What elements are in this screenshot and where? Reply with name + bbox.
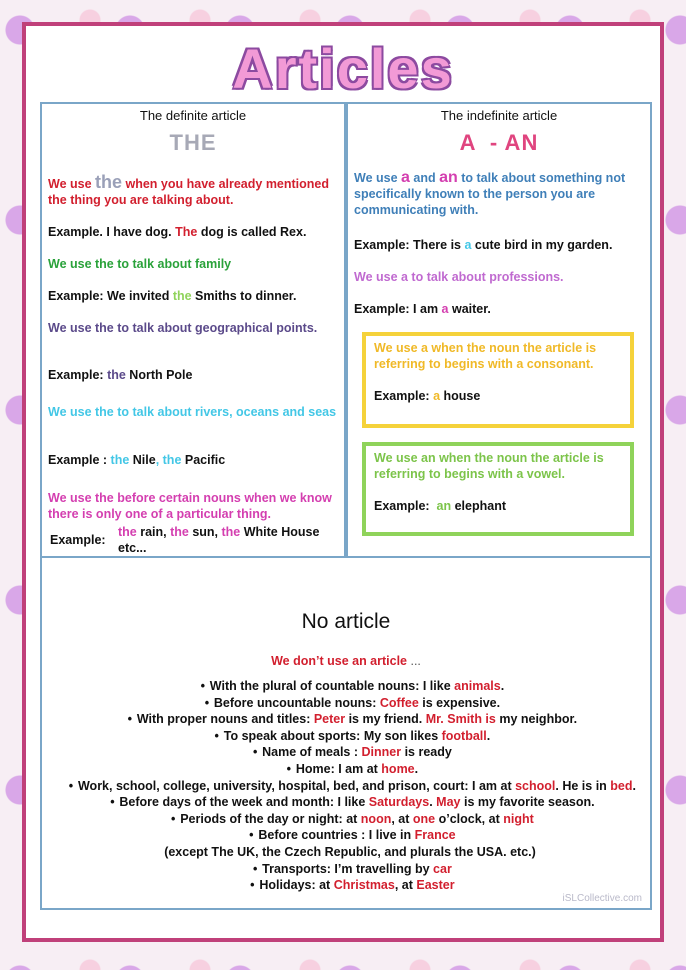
highlight: an <box>436 499 452 513</box>
text: Before countries : I live in <box>258 828 415 843</box>
text: Example: I am <box>354 302 442 316</box>
highlight: car <box>433 861 452 876</box>
indef-rule-unknown <box>354 170 648 218</box>
text: , at <box>391 811 413 826</box>
text: dog is called Rex. <box>197 225 307 239</box>
no-article-heading: No article <box>301 610 391 633</box>
text: Periods of the day or night: at <box>180 811 361 826</box>
a-an-heading: A - AN <box>459 130 539 155</box>
list-item <box>60 695 640 712</box>
highlight: the <box>110 453 130 467</box>
text: . <box>414 761 419 776</box>
indef-example-2 <box>354 301 648 317</box>
text: Example: <box>48 368 108 382</box>
indefinite-header: The indefinite article <box>440 108 558 123</box>
text: cute bird in my garden. <box>471 238 613 252</box>
def-rule-family: We use the to talk about family <box>48 257 232 271</box>
text: sun, <box>188 525 222 539</box>
text: ... <box>410 654 421 668</box>
text: With proper nouns and titles: <box>136 712 314 727</box>
highlight: home <box>381 761 415 776</box>
text: is my friend. <box>345 712 426 727</box>
definite-article-panel <box>40 102 346 558</box>
list-item <box>60 844 640 861</box>
highlight: Dinner <box>361 745 402 760</box>
highlight: football <box>441 728 487 743</box>
watermark: iSLCollective.com <box>562 893 642 904</box>
text: Holidays: at <box>259 878 334 893</box>
highlight: Christmas <box>333 878 395 893</box>
vowel-rule: We use an when the noun the article is referring to begins with a vowel. <box>374 451 604 481</box>
bullet-icon: • <box>110 795 115 810</box>
highlight: the <box>172 289 192 303</box>
highlight: a <box>433 389 441 403</box>
text: waiter. <box>448 302 491 316</box>
text: We don’t use an article <box>271 654 411 668</box>
def-rule-rivers: We use the to talk about rivers, oceans and seas <box>48 405 337 419</box>
highlight: Saturdays <box>368 795 430 810</box>
the-word: the <box>95 172 123 192</box>
text: is my favorite season. <box>460 795 595 810</box>
no-article-panel <box>40 556 652 910</box>
text: o’clock, at <box>435 811 504 826</box>
highlight: bed <box>610 778 633 793</box>
vowel-rule-box <box>362 442 634 536</box>
text: Example: We invited <box>48 289 173 303</box>
highlight: night <box>503 811 534 826</box>
text: White House etc... <box>118 525 320 555</box>
list-item <box>60 811 640 828</box>
indefinite-article-panel <box>346 102 652 558</box>
text: We use <box>354 171 402 185</box>
consonant-rule: We use a when the noun the article is referring to begins with a consonant. <box>374 341 597 371</box>
text: . <box>632 778 637 793</box>
def-rule-geo: We use the to talk about geographical points. <box>48 321 318 335</box>
list-item <box>60 678 640 695</box>
text: Home: I am at <box>295 761 382 776</box>
page-title: Articles <box>232 37 454 100</box>
vowel-example <box>374 498 626 514</box>
highlight: the <box>107 368 126 382</box>
highlight: noon <box>360 811 392 826</box>
highlight: the <box>162 453 182 467</box>
def-example-5 <box>118 524 338 556</box>
no-article-intro <box>42 654 650 668</box>
indef-rule-professions: We use a to talk about professions. <box>354 270 564 284</box>
def-example-2 <box>48 288 338 304</box>
text: my neighbor. <box>495 712 578 727</box>
text: house <box>440 389 481 403</box>
text: Name of meals : <box>262 745 362 760</box>
text: Transports: I’m travelling by <box>262 861 434 876</box>
bullet-icon: • <box>252 861 258 876</box>
bullet-icon: • <box>171 811 176 826</box>
text: to talk about something not specifically known to the person you are communicating with. <box>354 171 626 217</box>
highlight: Coffee <box>379 695 419 710</box>
highlight: school <box>515 778 556 793</box>
highlight: The <box>175 225 198 239</box>
text: We use <box>48 177 96 191</box>
bullet-icon: • <box>200 679 205 693</box>
text: Before days of the week and month: I like <box>119 795 369 810</box>
text: Example: <box>374 499 437 513</box>
worksheet-frame <box>22 22 664 942</box>
bullet-icon: • <box>68 778 74 793</box>
list-item <box>60 827 640 844</box>
def-rule-mentioned <box>48 174 338 208</box>
text: when you have already mentioned the thing you are talking about. <box>48 177 330 207</box>
bullet-icon: • <box>250 878 255 893</box>
def-example-4 <box>48 452 338 468</box>
bullet-icon: • <box>286 761 292 776</box>
text: To speak about sports: My son likes <box>223 728 442 743</box>
def-example-3 <box>48 367 338 383</box>
bullet-icon: • <box>214 728 219 743</box>
highlight: the <box>118 525 137 539</box>
list-item <box>60 877 640 894</box>
text: With the plural of countable nouns: I like <box>209 679 455 693</box>
def-example-1 <box>48 224 338 240</box>
text: and <box>409 171 440 185</box>
text: , <box>155 453 163 467</box>
def-rule-unique: We use the before certain nouns when we know there is only one of a particular thing. <box>48 491 332 521</box>
bullet-icon: • <box>204 695 210 710</box>
highlight: the <box>170 525 189 539</box>
highlight: the <box>221 525 241 539</box>
text: Work, school, college, university, hospital, bed, and prison, court: I am at <box>77 778 516 793</box>
text: Before uncountable nouns: <box>213 695 380 710</box>
bullet-icon: • <box>252 745 258 760</box>
list-item <box>60 744 640 761</box>
highlight: Peter <box>313 712 346 727</box>
text: Example: There is <box>354 238 465 252</box>
text: Example. I have dog. <box>48 225 176 239</box>
text: is ready <box>401 745 452 760</box>
list-item <box>60 711 640 728</box>
def-example-5-label: Example: <box>50 533 106 547</box>
consonant-rule-box <box>362 332 634 428</box>
highlight: Mr. Smith is <box>425 712 496 727</box>
text: rain, <box>136 525 171 539</box>
highlight: one <box>412 811 436 826</box>
text: Example : <box>48 453 111 467</box>
text: , at <box>394 878 417 893</box>
list-item <box>60 794 640 811</box>
text: Pacific <box>181 453 226 467</box>
text: elephant <box>451 499 506 513</box>
bullet-icon: • <box>127 712 133 727</box>
highlight: France <box>414 828 456 843</box>
text: . <box>429 795 437 810</box>
text: . <box>486 728 491 743</box>
highlight: an <box>439 169 458 186</box>
list-item <box>60 778 640 795</box>
list-item <box>60 861 640 878</box>
text: . <box>500 679 505 693</box>
highlight: a <box>464 238 472 252</box>
text: is expensive. <box>418 695 501 710</box>
list-item <box>60 761 640 778</box>
text: Example: <box>374 389 434 403</box>
list-item <box>60 728 640 745</box>
highlight: animals <box>454 679 501 693</box>
highlight: a <box>441 302 449 316</box>
text: Smiths to dinner. <box>191 289 297 303</box>
highlight: Easter <box>416 878 455 893</box>
consonant-example <box>374 388 626 404</box>
the-heading: THE <box>169 130 217 155</box>
no-article-list <box>60 678 640 894</box>
highlight: a <box>401 169 410 186</box>
text: (except The UK, the Czech Republic, and plurals the USA. etc.) <box>164 844 536 859</box>
text: North Pole <box>125 368 193 382</box>
text: Nile <box>129 453 156 467</box>
bullet-icon: • <box>249 828 254 843</box>
indef-example-1 <box>354 237 648 253</box>
definite-header: The definite article <box>139 108 247 123</box>
highlight: May <box>436 795 461 810</box>
text: . He is in <box>555 778 611 793</box>
